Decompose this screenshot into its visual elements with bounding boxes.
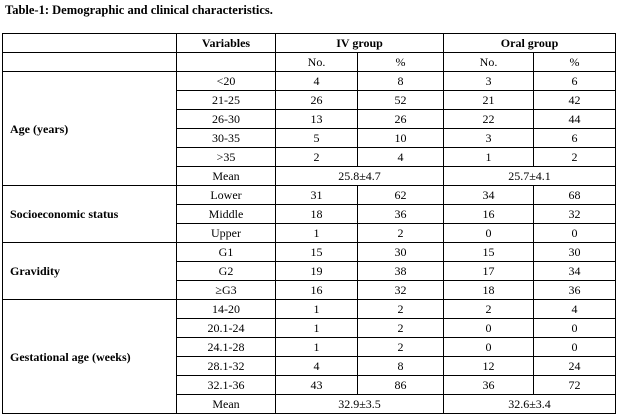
- oral-pct-cell: 2: [534, 148, 616, 167]
- iv-pct-cell: 8: [358, 72, 444, 91]
- group-label: Gestational age (weeks): [3, 300, 177, 414]
- oral-pct-cell: 36: [534, 281, 616, 300]
- row-label: Upper: [177, 224, 276, 243]
- table-row: [3, 300, 616, 319]
- iv-no-cell: 15: [276, 243, 358, 262]
- row-label: ≥G3: [177, 281, 276, 300]
- iv-no-cell: 26: [276, 91, 358, 110]
- oral-mean-cell: 32.6±3.4: [444, 395, 616, 414]
- oral-no-cell: 3: [444, 72, 534, 91]
- oral-pct-cell: 0: [534, 338, 616, 357]
- oral-pct-cell: 6: [534, 72, 616, 91]
- oral-no-cell: 0: [444, 224, 534, 243]
- oral-no-cell: 0: [444, 319, 534, 338]
- row-label: 20.1-24: [177, 319, 276, 338]
- oral-pct-cell: 4: [534, 300, 616, 319]
- subheader-blank-cell: [3, 53, 177, 72]
- oral-pct-cell: 72: [534, 376, 616, 395]
- oral-no-cell: 21: [444, 91, 534, 110]
- iv-pct-cell: 8: [358, 357, 444, 376]
- row-label: 28.1-32: [177, 357, 276, 376]
- row-label: 24.1-28: [177, 338, 276, 357]
- iv-pct-cell: 86: [358, 376, 444, 395]
- iv-no-header: No.: [276, 53, 358, 72]
- group-label: Age (years): [3, 72, 177, 186]
- row-label: G2: [177, 262, 276, 281]
- iv-mean-cell: 32.9±3.5: [276, 395, 444, 414]
- row-label: 30-35: [177, 129, 276, 148]
- oral-no-cell: 16: [444, 205, 534, 224]
- oral-no-cell: 12: [444, 357, 534, 376]
- iv-no-cell: 4: [276, 72, 358, 91]
- iv-no-cell: 18: [276, 205, 358, 224]
- iv-mean-cell: 25.8±4.7: [276, 167, 444, 186]
- iv-pct-cell: 2: [358, 338, 444, 357]
- table-caption: Table-1: Demographic and clinical characteristics.: [5, 3, 273, 17]
- row-label: 21-25: [177, 91, 276, 110]
- oral-pct-cell: 30: [534, 243, 616, 262]
- iv-pct-cell: 30: [358, 243, 444, 262]
- iv-pct-cell: 38: [358, 262, 444, 281]
- oral-no-cell: 36: [444, 376, 534, 395]
- oral-no-cell: 15: [444, 243, 534, 262]
- oral-pct-cell: 34: [534, 262, 616, 281]
- row-label: G1: [177, 243, 276, 262]
- oral-no-header: No.: [444, 53, 534, 72]
- subheader-blank-cell: [177, 53, 276, 72]
- oral-pct-cell: 42: [534, 91, 616, 110]
- oral-pct-cell: 68: [534, 186, 616, 205]
- oral-pct-cell: 6: [534, 129, 616, 148]
- oral-no-cell: 34: [444, 186, 534, 205]
- oral-no-cell: 18: [444, 281, 534, 300]
- oral-no-cell: 22: [444, 110, 534, 129]
- iv-no-cell: 19: [276, 262, 358, 281]
- group-label: Socioeconomic status: [3, 186, 177, 243]
- subheader-row: [3, 53, 616, 72]
- iv-pct-header: %: [358, 53, 444, 72]
- row-label: 14-20: [177, 300, 276, 319]
- table-row: [3, 243, 616, 262]
- header-oral-group: Oral group: [444, 34, 616, 53]
- mean-label: Mean: [177, 167, 276, 186]
- row-label: 26-30: [177, 110, 276, 129]
- iv-no-cell: 13: [276, 110, 358, 129]
- iv-no-cell: 4: [276, 357, 358, 376]
- oral-no-cell: 0: [444, 338, 534, 357]
- table-row: [3, 186, 616, 205]
- table-row: [3, 72, 616, 91]
- characteristics-table: [2, 33, 616, 414]
- iv-pct-cell: 10: [358, 129, 444, 148]
- oral-no-cell: 2: [444, 300, 534, 319]
- oral-pct-cell: 0: [534, 224, 616, 243]
- oral-pct-cell: 24: [534, 357, 616, 376]
- row-label: <20: [177, 72, 276, 91]
- iv-no-cell: 43: [276, 376, 358, 395]
- oral-pct-cell: 32: [534, 205, 616, 224]
- iv-pct-cell: 52: [358, 91, 444, 110]
- iv-no-cell: 2: [276, 148, 358, 167]
- iv-no-cell: 1: [276, 224, 358, 243]
- row-label: 32.1-36: [177, 376, 276, 395]
- mean-label: Mean: [177, 395, 276, 414]
- oral-no-cell: 17: [444, 262, 534, 281]
- oral-mean-cell: 25.7±4.1: [444, 167, 616, 186]
- row-label: Middle: [177, 205, 276, 224]
- iv-pct-cell: 2: [358, 300, 444, 319]
- header-row: [3, 34, 616, 53]
- iv-no-cell: 1: [276, 319, 358, 338]
- iv-no-cell: 16: [276, 281, 358, 300]
- iv-pct-cell: 26: [358, 110, 444, 129]
- oral-pct-cell: 0: [534, 319, 616, 338]
- row-label: >35: [177, 148, 276, 167]
- iv-no-cell: 1: [276, 338, 358, 357]
- header-variables: Variables: [177, 34, 276, 53]
- iv-pct-cell: 2: [358, 224, 444, 243]
- iv-pct-cell: 32: [358, 281, 444, 300]
- row-label: Lower: [177, 186, 276, 205]
- iv-pct-cell: 4: [358, 148, 444, 167]
- oral-pct-header: %: [534, 53, 616, 72]
- iv-pct-cell: 62: [358, 186, 444, 205]
- table-body: [3, 34, 616, 414]
- iv-no-cell: 5: [276, 129, 358, 148]
- iv-no-cell: 1: [276, 300, 358, 319]
- header-blank-cell: [3, 34, 177, 53]
- oral-pct-cell: 44: [534, 110, 616, 129]
- header-iv-group: IV group: [276, 34, 444, 53]
- iv-pct-cell: 2: [358, 319, 444, 338]
- iv-no-cell: 31: [276, 186, 358, 205]
- iv-pct-cell: 36: [358, 205, 444, 224]
- oral-no-cell: 1: [444, 148, 534, 167]
- oral-no-cell: 3: [444, 129, 534, 148]
- group-label: Gravidity: [3, 243, 177, 300]
